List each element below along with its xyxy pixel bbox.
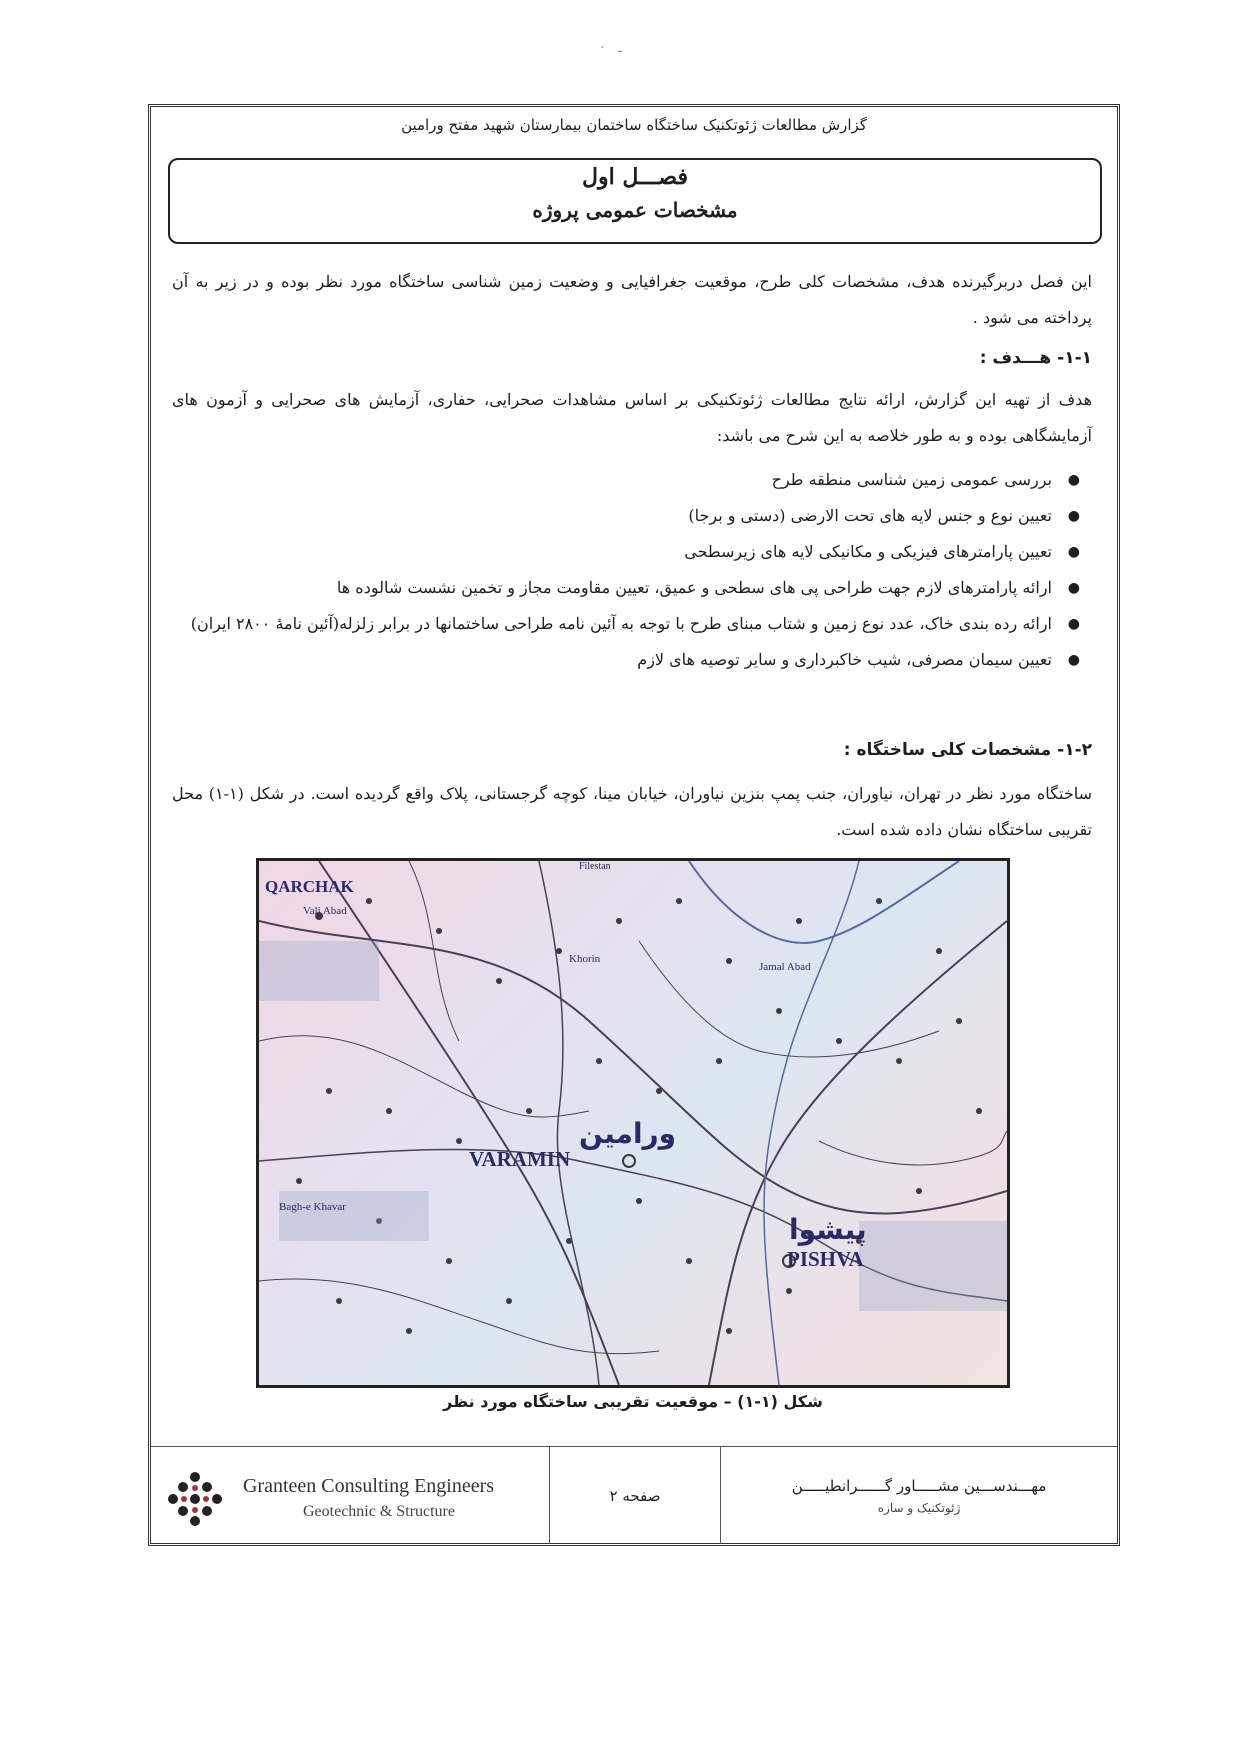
chapter-title-box bbox=[168, 158, 1102, 244]
figure-caption: شکل (۱-۱) – موقعیت تقریبی ساختگاه مورد نظر bbox=[443, 1392, 823, 1411]
bullet-icon: ● bbox=[1067, 544, 1080, 560]
list-item bbox=[172, 462, 1092, 498]
chapter-title: مشخصات عمومی پروژه bbox=[532, 198, 738, 222]
list-item-text: تعیین پارامترهای فیزیکی و مکانیکی لایه های زیرسطحی bbox=[684, 542, 1052, 561]
map-label-varamin: VARAMIN bbox=[469, 1147, 571, 1171]
list-item bbox=[172, 606, 1092, 642]
list-item bbox=[172, 570, 1092, 606]
list-item-text: ارائه رده بندی خاک، عدد نوع زمین و شتاب مبنای طرح با توجه به آئین نامه طراحی ساختمانها در برابر زلزله(آئین نامهٔ ۲۸۰۰ ایران) bbox=[190, 614, 1052, 633]
company-logo-icon bbox=[165, 1469, 225, 1529]
bullet-icon: ● bbox=[1067, 580, 1080, 596]
list-item bbox=[172, 642, 1092, 678]
page-footer bbox=[151, 1446, 1117, 1544]
list-item bbox=[172, 534, 1092, 570]
map-label-vali-abad: Vali Abad bbox=[303, 905, 347, 917]
intro-paragraph: این فصل دربرگیرنده هدف، مشخصات کلی طرح، موقعیت جغرافیایی و وضعیت زمین شناسی ساختگاه مورد نظر بوده و در زیر به آن پرداخته می شود . bbox=[172, 272, 1093, 327]
bullet-icon: ● bbox=[1067, 616, 1080, 632]
site-paragraph: ساختگاه مورد نظر در تهران، نیاوران، جنب پمپ بنزین نیاوران، خیابان مینا، کوچه گرجستانی، پلاک واقع گردیده است. در شکل (۱-۱) محل تقریبی ساختگاه نشان داده شده است. bbox=[172, 784, 1092, 839]
company-name-en: Granteen Consulting Engineers bbox=[243, 1475, 495, 1497]
section-heading-purpose: ۱-۱- هـــدف : bbox=[979, 348, 1092, 368]
map-label-jamal-abad: Jamal Abad bbox=[759, 961, 811, 973]
footer-company-en bbox=[151, 1447, 550, 1544]
company-name-fa: مهـــندســـین مشـــــاور گــــــرانطیـــــن bbox=[791, 1477, 1047, 1495]
scan-mark: · ـ bbox=[600, 40, 622, 56]
map-label-qarchak: QARCHAK bbox=[265, 877, 354, 896]
purpose-bullet-list bbox=[172, 462, 1092, 678]
purpose-paragraph: هدف از تهیه این گزارش، ارائه نتایج مطالعات ژئوتکنیکی بر اساس مشاهدات صحرایی، حفاری، آزمایش های صحرایی و آزمون های آزمایشگاهی بوده و به طور خلاصه به این شرح می باشد: bbox=[172, 390, 1093, 445]
map-label-filestan: Filestan bbox=[579, 861, 611, 872]
page-number: صفحه ۲ bbox=[609, 1487, 661, 1505]
footer-page-number bbox=[550, 1447, 721, 1544]
list-item-text: تعیین نوع و جنس لایه های تحت الارضی (دستی و برجا) bbox=[688, 506, 1052, 525]
list-item-text: ارائه پارامترهای لازم جهت طراحی پی های سطحی و عمیق، تعیین مقاومت مجاز و تخمین نشست شالوده ها bbox=[336, 578, 1052, 597]
location-map bbox=[256, 858, 1010, 1388]
company-subtitle-fa: ژئوتکنیک و سازه bbox=[877, 1501, 961, 1515]
bullet-icon: ● bbox=[1067, 652, 1080, 668]
bullet-icon: ● bbox=[1067, 472, 1080, 488]
report-header: گزارش مطالعات ژئوتکنیک ساختگاه ساختمان بیمارستان شهید مفتح ورامین bbox=[401, 116, 867, 134]
list-item-text: بررسی عمومی زمین شناسی منطقه طرح bbox=[771, 470, 1052, 489]
company-subtitle-en: Geotechnic & Structure bbox=[303, 1503, 455, 1520]
footer-company-fa bbox=[721, 1447, 1117, 1544]
chapter-number: فصـــل اول bbox=[582, 164, 688, 190]
list-item-text: تعیین سیمان مصرفی، شیب خاکبرداری و سایر توصیه های لازم bbox=[637, 650, 1052, 669]
map-label-bagh-e-khavar: Bagh-e Khavar bbox=[279, 1201, 346, 1213]
map-label-khorin: Khorin bbox=[569, 953, 601, 965]
map-label-varamin-fa: ورامین bbox=[579, 1117, 677, 1150]
map-label-pishva-fa: پیشوا bbox=[789, 1213, 867, 1246]
section-heading-site: ۱-۲- مشخصات کلی ساختگاه : bbox=[843, 740, 1092, 760]
list-item bbox=[172, 498, 1092, 534]
map-label-pishva: PISHVA bbox=[787, 1247, 864, 1271]
bullet-icon: ● bbox=[1067, 508, 1080, 524]
